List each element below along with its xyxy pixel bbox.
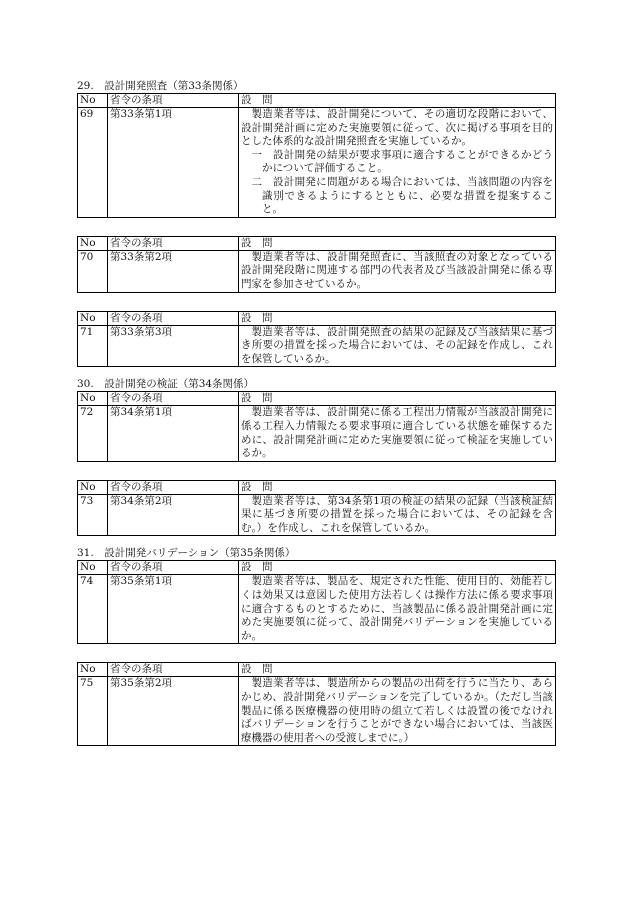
table-header-row	[78, 94, 556, 108]
question-text: 製造業者等は、設計開発照査に、当該照査の対象となっている設計開発段階に関連する部門の代表者及び当該設計開発に係る専門家を参加させているか。	[241, 250, 553, 290]
question-table	[77, 662, 556, 746]
header-question: 設 問	[239, 94, 556, 108]
row-article: 第33条第3項	[108, 325, 239, 367]
row-article: 第33条第2項	[108, 250, 239, 292]
table-row	[78, 677, 556, 746]
header-question: 設 問	[239, 392, 556, 406]
row-article: 第34条第1項	[108, 406, 239, 461]
header-question: 設 問	[239, 311, 556, 325]
table-row	[78, 494, 556, 536]
row-article: 第35条第1項	[108, 575, 239, 644]
question-text: 製造業者等は、製品を、規定された性能、使用目的、効能若しくは効果又は意図した使用方法若しくは操作方法に係る要求事項に適合するものとするために、当該製品に係る設計開発計画に定めた実施要領に従って、設計開発バリデーションを実施しているか。	[241, 575, 553, 642]
row-question	[239, 325, 556, 367]
row-no: 75	[78, 677, 108, 746]
row-no: 73	[78, 494, 108, 536]
header-article: 省令の条項	[108, 94, 239, 108]
question-text: 製造業者等は、設計開発に係る工程出力情報が当該設計開発に係る工程入力情報たる要求事項に適合している状態を確保するために、設計開発計画に定めた実施要領に従って検証を実施しているか。	[241, 406, 553, 460]
header-article: 省令の条項	[108, 480, 239, 494]
table-header-row	[78, 311, 556, 325]
row-article: 第35条第2項	[108, 677, 239, 746]
question-text: 製造業者等は、設計開発について、その適切な段階において、設計開発計画に定めた実施要領に従って、次に掲げる事項を目的とした体系的な設計開発照査を実施しているか。	[241, 108, 553, 148]
table-row	[78, 575, 556, 644]
row-article: 第33条第1項	[108, 108, 239, 218]
table-row	[78, 250, 556, 292]
header-no: No	[78, 392, 108, 406]
question-text: 製造業者等は、設計開発照査の結果の記録及び当該結果に基づき所要の措置を採った場合においては、その記録を作成し、これを保管しているか。	[241, 325, 553, 365]
header-no: No	[78, 236, 108, 250]
row-question	[239, 250, 556, 292]
row-article: 第34条第2項	[108, 494, 239, 536]
table-header-row	[78, 663, 556, 677]
question-table	[77, 560, 556, 644]
row-no: 69	[78, 108, 108, 218]
row-no: 70	[78, 250, 108, 292]
row-no: 72	[78, 406, 108, 461]
table-row	[78, 108, 556, 218]
question-table	[77, 480, 556, 537]
header-no: No	[78, 311, 108, 325]
checklist-page	[77, 80, 555, 746]
row-no: 74	[78, 575, 108, 644]
header-no: No	[78, 663, 108, 677]
section-title: 30. 設計開発の検証（第34条関係）	[77, 378, 255, 391]
question-text: 製造業者等は、製造所からの製品の出荷を行うに当たり、あらかじめ、設計開発バリデーションを完了しているか。（ただし当該製品に係る医療機器の使用時の組立て若しくは設置の後でなければバリデーションを行うことができない場合においては、当該医療機器の使用者への受渡しまでに。）	[241, 677, 553, 744]
header-no: No	[78, 480, 108, 494]
row-question	[239, 575, 556, 644]
row-no: 71	[78, 325, 108, 367]
header-no: No	[78, 561, 108, 575]
row-question	[239, 108, 556, 218]
section-title: 31. 設計開発バリデーション（第35条関係）	[77, 547, 296, 560]
question-item: 二 設計開発に問題がある場合においては、当該問題の内容を識別できるようにするとともに、必要な措置を提案すること。	[251, 175, 553, 216]
table-header-row	[78, 480, 556, 494]
row-question	[239, 406, 556, 461]
row-question	[239, 677, 556, 746]
question-table	[77, 93, 556, 218]
row-question	[239, 494, 556, 536]
table-header-row	[78, 392, 556, 406]
table-header-row	[78, 236, 556, 250]
header-question: 設 問	[239, 561, 556, 575]
table-header-row	[78, 561, 556, 575]
header-question: 設 問	[239, 663, 556, 677]
table-row	[78, 406, 556, 461]
question-text: 製造業者等は、第34条第1項の検証の結果の記録（当該検証結果に基づき所要の措置を採った場合においては、その記録を含む。）を作成し、これを保管しているか。	[241, 494, 553, 534]
header-article: 省令の条項	[108, 236, 239, 250]
table-row	[78, 325, 556, 367]
header-article: 省令の条項	[108, 561, 239, 575]
header-question: 設 問	[239, 480, 556, 494]
header-article: 省令の条項	[108, 663, 239, 677]
question-table	[77, 311, 556, 368]
header-no: No	[78, 94, 108, 108]
header-question: 設 問	[239, 236, 556, 250]
question-item: 一 設計開発の結果が要求事項に適合することができるかどうかについて評価すること。	[251, 148, 553, 175]
header-article: 省令の条項	[108, 311, 239, 325]
header-article: 省令の条項	[108, 392, 239, 406]
question-table	[77, 236, 556, 293]
section-title: 29. 設計開発照査（第33条関係）	[77, 80, 244, 92]
question-table	[77, 391, 556, 461]
